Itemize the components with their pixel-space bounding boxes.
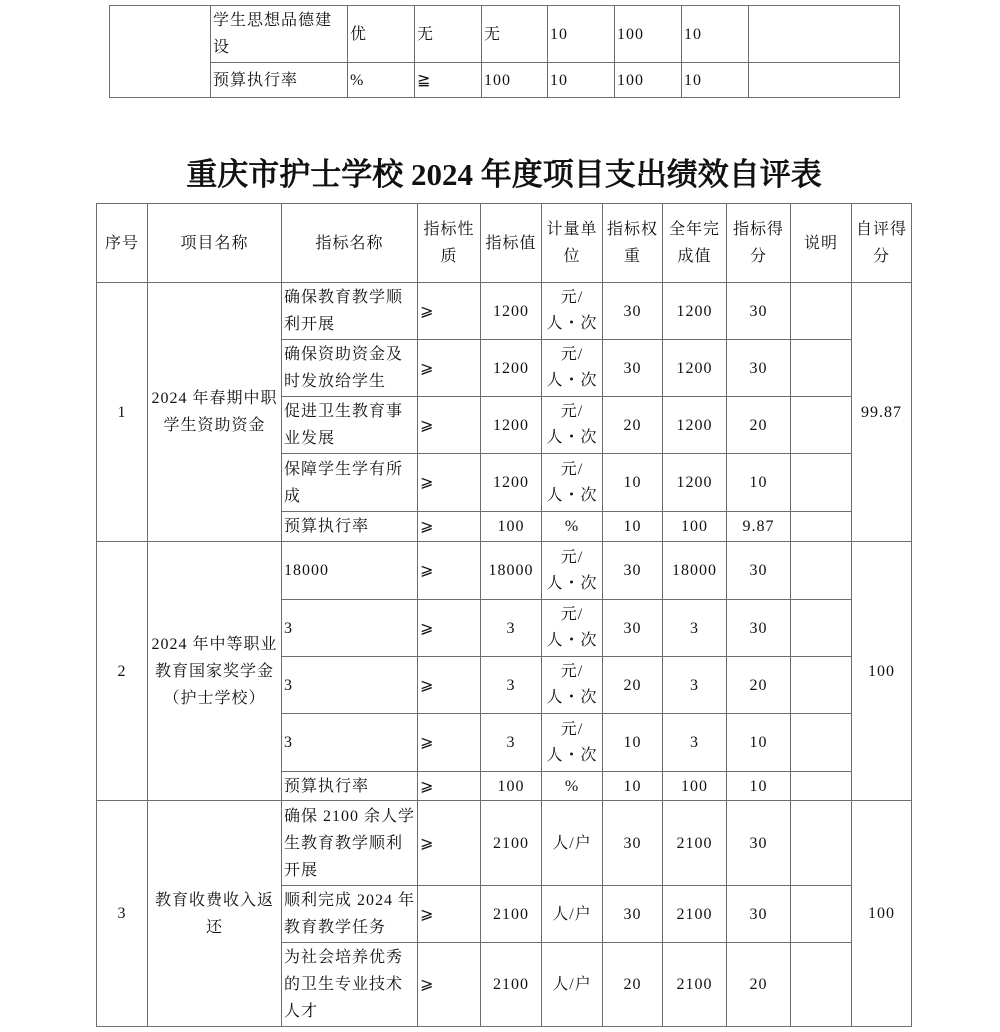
indicator-score: 10 xyxy=(727,454,791,512)
indicator-score: 20 xyxy=(727,657,791,714)
indicator-completed: 1200 xyxy=(663,397,727,454)
indicator-name: 促进卫生教育事业发展 xyxy=(282,397,418,454)
indicator-value: 100 xyxy=(481,512,542,542)
indicator-weight: 30 xyxy=(603,886,663,943)
indicator-completed: 100 xyxy=(663,772,727,801)
project-seq: 2 xyxy=(97,542,148,801)
header-weight: 指标权重 xyxy=(603,204,663,283)
indicator-nature: 优 xyxy=(348,6,415,63)
indicator-nature: ⩾ xyxy=(418,600,481,657)
indicator-score: 10 xyxy=(682,63,749,98)
table-row xyxy=(97,542,912,600)
indicator-unit: 元/人・次 xyxy=(542,340,603,397)
indicator-completed: 2100 xyxy=(663,801,727,886)
indicator-unit: 元/人・次 xyxy=(542,657,603,714)
indicator-name: 学生思想品德建设 xyxy=(211,6,348,63)
indicator-name: 预算执行率 xyxy=(211,63,348,98)
project-name: 2024 年中等职业教育国家奖学金（护士学校） xyxy=(148,542,282,801)
indicator-value: 3 xyxy=(481,600,542,657)
project-seq: 1 xyxy=(97,283,148,542)
indicator-nature: ⩾ xyxy=(418,772,481,801)
indicator-completed: 3 xyxy=(663,657,727,714)
indicator-note xyxy=(791,340,852,397)
header-self-score: 自评得分 xyxy=(852,204,912,283)
header-completed: 全年完成值 xyxy=(663,204,727,283)
header-score: 指标得分 xyxy=(727,204,791,283)
indicator-weight: 10 xyxy=(548,6,615,63)
indicator-unit: 元/人・次 xyxy=(542,397,603,454)
project-name: 教育收费收入返还 xyxy=(148,801,282,1027)
indicator-weight: 10 xyxy=(603,454,663,512)
header-indicator-name: 指标名称 xyxy=(282,204,418,283)
project-self-score: 100 xyxy=(852,542,912,801)
indicator-note xyxy=(791,943,852,1027)
indicator-weight: 30 xyxy=(603,340,663,397)
indicator-weight: 10 xyxy=(603,512,663,542)
indicator-completed: 3 xyxy=(663,600,727,657)
indicator-weight: 10 xyxy=(603,714,663,772)
indicator-completed: 1200 xyxy=(663,454,727,512)
indicator-value: 1200 xyxy=(481,454,542,512)
indicator-value: ≧ xyxy=(415,63,482,98)
indicator-score: 30 xyxy=(727,542,791,600)
indicator-score: 20 xyxy=(727,943,791,1027)
indicator-score: 30 xyxy=(727,801,791,886)
indicator-note xyxy=(791,542,852,600)
indicator-value: 1200 xyxy=(481,340,542,397)
indicator-nature: ⩾ xyxy=(418,542,481,600)
indicator-note xyxy=(791,657,852,714)
indicator-nature: ⩾ xyxy=(418,340,481,397)
table-row xyxy=(97,283,912,340)
header-note: 说明 xyxy=(791,204,852,283)
indicator-score: 30 xyxy=(727,283,791,340)
header-project-name: 项目名称 xyxy=(148,204,282,283)
indicator-nature: ⩾ xyxy=(418,397,481,454)
indicator-score: 20 xyxy=(727,397,791,454)
indicator-score: 30 xyxy=(727,340,791,397)
project-self-score: 99.87 xyxy=(852,283,912,542)
project-seq: 3 xyxy=(97,801,148,1027)
performance-table xyxy=(96,203,912,1027)
indicator-value: 1200 xyxy=(481,397,542,454)
indicator-weight: 30 xyxy=(603,542,663,600)
indicator-name: 预算执行率 xyxy=(282,512,418,542)
indicator-value: 2100 xyxy=(481,886,542,943)
indicator-completed: 2100 xyxy=(663,886,727,943)
indicator-value: 2100 xyxy=(481,943,542,1027)
project-self-score: 100 xyxy=(852,801,912,1027)
indicator-unit: 无 xyxy=(482,6,548,63)
indicator-value: 无 xyxy=(415,6,482,63)
indicator-note xyxy=(749,6,900,63)
indicator-note xyxy=(791,600,852,657)
empty-project-cell xyxy=(110,6,211,98)
indicator-value: 3 xyxy=(481,714,542,772)
indicator-weight: 30 xyxy=(603,801,663,886)
project-name: 2024 年春期中职学生资助资金 xyxy=(148,283,282,542)
indicator-unit: 元/人・次 xyxy=(542,600,603,657)
indicator-score: 10 xyxy=(727,714,791,772)
header-row xyxy=(97,204,912,283)
indicator-weight: 20 xyxy=(603,657,663,714)
indicator-completed: 18000 xyxy=(663,542,727,600)
indicator-value: 18000 xyxy=(481,542,542,600)
indicator-name: 为社会培养优秀的卫生专业技术人才 xyxy=(282,943,418,1027)
indicator-nature: ⩾ xyxy=(418,283,481,340)
indicator-nature: ⩾ xyxy=(418,512,481,542)
indicator-nature: % xyxy=(348,63,415,98)
indicator-completed: 1200 xyxy=(663,340,727,397)
indicator-note xyxy=(749,63,900,98)
indicator-completed: 100 xyxy=(663,512,727,542)
indicator-name: 18000 xyxy=(282,542,418,600)
indicator-weight: 10 xyxy=(548,63,615,98)
indicator-nature: ⩾ xyxy=(418,801,481,886)
indicator-value: 100 xyxy=(481,772,542,801)
indicator-value: 3 xyxy=(481,657,542,714)
indicator-name: 预算执行率 xyxy=(282,772,418,801)
indicator-nature: ⩾ xyxy=(418,943,481,1027)
indicator-completed: 100 xyxy=(615,63,682,98)
indicator-score: 10 xyxy=(682,6,749,63)
indicator-score: 30 xyxy=(727,886,791,943)
indicator-name: 确保资助资金及时发放给学生 xyxy=(282,340,418,397)
indicator-weight: 20 xyxy=(603,397,663,454)
indicator-nature: ⩾ xyxy=(418,657,481,714)
indicator-score: 9.87 xyxy=(727,512,791,542)
indicator-note xyxy=(791,454,852,512)
indicator-value: 1200 xyxy=(481,283,542,340)
indicator-name: 3 xyxy=(282,714,418,772)
indicator-unit: 元/人・次 xyxy=(542,283,603,340)
indicator-note xyxy=(791,512,852,542)
indicator-completed: 1200 xyxy=(663,283,727,340)
continued-table xyxy=(109,5,900,98)
indicator-note xyxy=(791,801,852,886)
header-unit: 计量单位 xyxy=(542,204,603,283)
indicator-note xyxy=(791,283,852,340)
indicator-name: 确保 2100 余人学生教育教学顺利开展 xyxy=(282,801,418,886)
indicator-completed: 2100 xyxy=(663,943,727,1027)
indicator-weight: 10 xyxy=(603,772,663,801)
indicator-nature: ⩾ xyxy=(418,454,481,512)
indicator-value: 2100 xyxy=(481,801,542,886)
indicator-name: 3 xyxy=(282,600,418,657)
indicator-unit: % xyxy=(542,772,603,801)
indicator-unit: 人/户 xyxy=(542,886,603,943)
table-row xyxy=(110,63,900,98)
indicator-unit: 100 xyxy=(482,63,548,98)
indicator-name: 顺利完成 2024 年教育教学任务 xyxy=(282,886,418,943)
table-row xyxy=(110,6,900,63)
indicator-name: 3 xyxy=(282,657,418,714)
indicator-unit: 元/人・次 xyxy=(542,542,603,600)
indicator-name: 保障学生学有所成 xyxy=(282,454,418,512)
indicator-nature: ⩾ xyxy=(418,714,481,772)
indicator-score: 10 xyxy=(727,772,791,801)
indicator-unit: 人/户 xyxy=(542,801,603,886)
indicator-weight: 30 xyxy=(603,600,663,657)
indicator-note xyxy=(791,772,852,801)
indicator-unit: 人/户 xyxy=(542,943,603,1027)
header-indicator-value: 指标值 xyxy=(481,204,542,283)
indicator-completed: 3 xyxy=(663,714,727,772)
indicator-unit: 元/人・次 xyxy=(542,454,603,512)
indicator-nature: ⩾ xyxy=(418,886,481,943)
header-indicator-nature: 指标性质 xyxy=(418,204,481,283)
indicator-weight: 20 xyxy=(603,943,663,1027)
indicator-unit: % xyxy=(542,512,603,542)
page-title: 重庆市护士学校 2024 年度项目支出绩效自评表 xyxy=(186,157,822,192)
indicator-note xyxy=(791,397,852,454)
header-seq: 序号 xyxy=(97,204,148,283)
indicator-name: 确保教育教学顺利开展 xyxy=(282,283,418,340)
table-row xyxy=(97,801,912,886)
indicator-note xyxy=(791,886,852,943)
indicator-weight: 30 xyxy=(603,283,663,340)
indicator-completed: 100 xyxy=(615,6,682,63)
indicator-unit: 元/人・次 xyxy=(542,714,603,772)
indicator-score: 30 xyxy=(727,600,791,657)
indicator-note xyxy=(791,714,852,772)
